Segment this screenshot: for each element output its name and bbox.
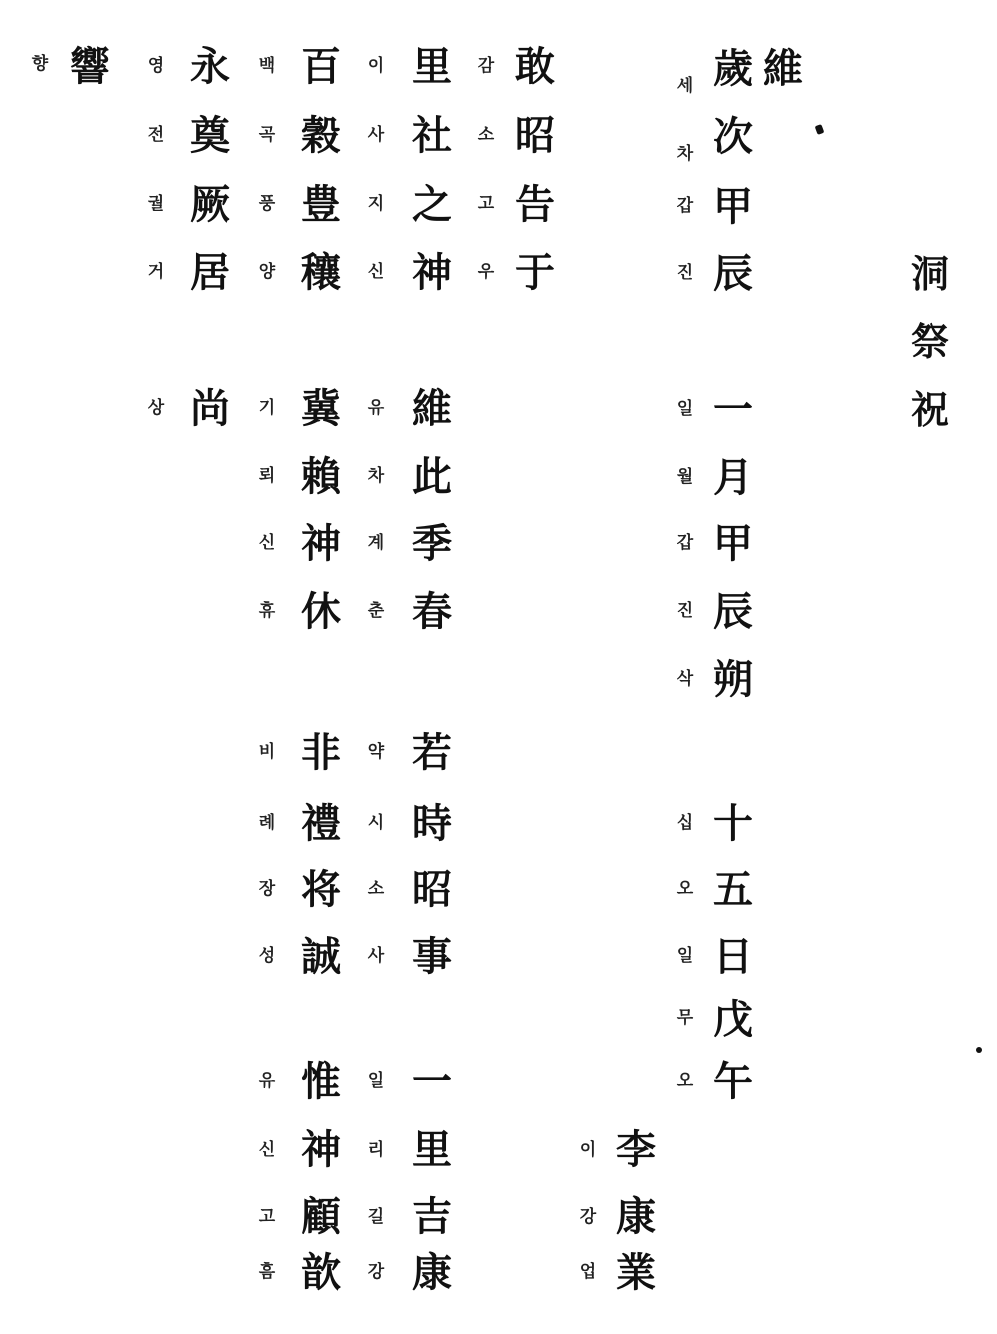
hanja-char: 一 <box>412 1058 452 1105</box>
hangul-reading: 휴 <box>258 601 276 621</box>
hanja-char: 穀 <box>301 112 341 159</box>
hangul-reading: 성 <box>258 946 276 966</box>
hangul-reading: 사 <box>367 125 385 145</box>
hangul-reading: 고 <box>477 194 495 214</box>
hanja-char: 居 <box>190 249 230 296</box>
hanja-char: 将 <box>301 866 341 913</box>
hanja-char: 事 <box>412 933 452 980</box>
hangul-reading: 월 <box>676 467 694 487</box>
hanja-char: 百 <box>301 43 341 90</box>
hanja-char: 維 <box>763 45 803 92</box>
hanja-char: 昭 <box>412 866 452 913</box>
hangul-reading: 감 <box>477 56 495 76</box>
hanja-char: 辰 <box>713 250 753 297</box>
hanja-char: 李 <box>616 1126 656 1173</box>
hanja-char: 維 <box>412 385 452 432</box>
hangul-reading: 우 <box>477 262 495 282</box>
hanja-char: 戊 <box>713 996 753 1043</box>
hangul-reading: 향 <box>31 54 49 74</box>
hanja-char: 康 <box>616 1193 656 1240</box>
hangul-reading: 진 <box>676 263 694 283</box>
hanja-char: 歲 <box>713 45 753 92</box>
hangul-reading: 백 <box>258 56 276 76</box>
hangul-reading: 갑 <box>676 533 694 553</box>
hanja-char: 尚 <box>190 385 230 432</box>
hanja-char: 次 <box>713 113 753 160</box>
hanja-char: 月 <box>713 454 753 501</box>
hangul-reading: 강 <box>367 1262 385 1282</box>
hanja-char: 五 <box>713 866 753 913</box>
hangul-reading: 유 <box>367 398 385 418</box>
hangul-reading: 춘 <box>367 601 385 621</box>
hanja-char: 康 <box>412 1249 452 1296</box>
hangul-reading: 풍 <box>258 194 276 214</box>
hangul-reading: 장 <box>258 879 276 899</box>
hanja-char: 響 <box>70 43 110 90</box>
hanja-char: 奠 <box>190 112 230 159</box>
hangul-reading: 상 <box>147 398 165 418</box>
hangul-reading: 비 <box>258 742 276 762</box>
hanja-char: 十 <box>713 800 753 847</box>
hangul-reading: 궐 <box>147 194 165 214</box>
hanja-char: 季 <box>412 520 452 567</box>
hangul-reading: 오 <box>676 879 694 899</box>
hanja-char: 豊 <box>301 181 341 228</box>
hanja-char: 穰 <box>301 249 341 296</box>
hangul-reading: 무 <box>676 1008 694 1028</box>
hangul-reading: 전 <box>147 125 165 145</box>
hanja-char: 賴 <box>301 453 341 500</box>
hanja-char: 惟 <box>301 1058 341 1105</box>
hangul-reading: 차 <box>367 466 385 486</box>
hanja-char: 甲 <box>713 520 753 567</box>
hangul-reading: 기 <box>258 398 276 418</box>
hanja-char: 日 <box>713 933 753 980</box>
hanja-char: 禮 <box>301 800 341 847</box>
hanja-char: 昭 <box>515 112 555 159</box>
hangul-reading: 흠 <box>258 1262 276 1282</box>
hanja-char: 神 <box>412 249 452 296</box>
hanja-char: 時 <box>412 800 452 847</box>
hanja-char: 朔 <box>713 656 753 703</box>
hangul-reading: 오 <box>676 1071 694 1091</box>
hanja-char: 告 <box>515 181 555 228</box>
hangul-reading: 일 <box>367 1071 385 1091</box>
hangul-reading: 시 <box>367 813 385 833</box>
hangul-reading: 신 <box>258 533 276 553</box>
hangul-reading: 지 <box>367 194 385 214</box>
hangul-reading: 일 <box>676 399 694 419</box>
hangul-reading: 삭 <box>676 669 694 689</box>
hangul-reading: 신 <box>258 1140 276 1160</box>
hanja-char: 于 <box>515 249 555 296</box>
hangul-reading: 유 <box>258 1071 276 1091</box>
hangul-reading: 세 <box>676 76 694 96</box>
hanja-char: 敢 <box>515 43 555 90</box>
hanja-char: 神 <box>301 520 341 567</box>
hanja-char: 里 <box>412 1126 452 1173</box>
hangul-reading: 양 <box>258 262 276 282</box>
hangul-reading: 뢰 <box>258 466 276 486</box>
hangul-reading: 소 <box>367 879 385 899</box>
hangul-reading: 일 <box>676 946 694 966</box>
hanja-char: 休 <box>301 588 341 635</box>
hangul-reading: 십 <box>676 813 694 833</box>
tick-mark <box>815 124 825 135</box>
hanja-char: 吉 <box>412 1193 452 1240</box>
hanja-char: 春 <box>412 588 452 635</box>
hanja-char: 此 <box>412 453 452 500</box>
hanja-char: 顧 <box>301 1193 341 1240</box>
hanja-char: 一 <box>713 386 753 433</box>
hanja-char: 永 <box>190 43 230 90</box>
hangul-reading: 고 <box>258 1207 276 1227</box>
hanja-char: 若 <box>412 729 452 776</box>
hangul-reading: 길 <box>367 1207 385 1227</box>
hangul-reading: 신 <box>367 262 385 282</box>
hangul-reading: 곡 <box>258 125 276 145</box>
hangul-reading: 리 <box>367 1140 385 1160</box>
hanja-char: 業 <box>616 1249 656 1296</box>
hanja-char: 甲 <box>713 183 753 230</box>
hanja-char: 非 <box>301 729 341 776</box>
hangul-reading: 영 <box>147 56 165 76</box>
hanja-char: 社 <box>412 112 452 159</box>
hangul-reading: 진 <box>676 601 694 621</box>
hanja-char: 神 <box>301 1126 341 1173</box>
hanja-char: 冀 <box>301 385 341 432</box>
ink-speck <box>976 1047 982 1053</box>
hangul-reading: 업 <box>579 1262 597 1282</box>
hangul-reading: 계 <box>367 533 385 553</box>
hanja-char: 之 <box>412 181 452 228</box>
hanja-char: 誠 <box>301 933 341 980</box>
hanja-char: 歆 <box>301 1249 341 1296</box>
hangul-reading: 거 <box>147 262 165 282</box>
title-char: 洞 <box>910 251 950 296</box>
hanja-char: 辰 <box>713 588 753 635</box>
hangul-reading: 이 <box>367 56 385 76</box>
hanja-char: 厥 <box>190 181 230 228</box>
hangul-reading: 이 <box>579 1140 597 1160</box>
hangul-reading: 차 <box>676 144 694 164</box>
title-char: 祭 <box>910 319 950 364</box>
hangul-reading: 소 <box>477 125 495 145</box>
hangul-reading: 례 <box>258 813 276 833</box>
hanja-char: 里 <box>412 43 452 90</box>
title-char: 祝 <box>910 387 950 432</box>
hangul-reading: 강 <box>579 1207 597 1227</box>
hangul-reading: 약 <box>367 742 385 762</box>
hangul-reading: 사 <box>367 946 385 966</box>
hanja-char: 午 <box>713 1058 753 1105</box>
hangul-reading: 갑 <box>676 196 694 216</box>
